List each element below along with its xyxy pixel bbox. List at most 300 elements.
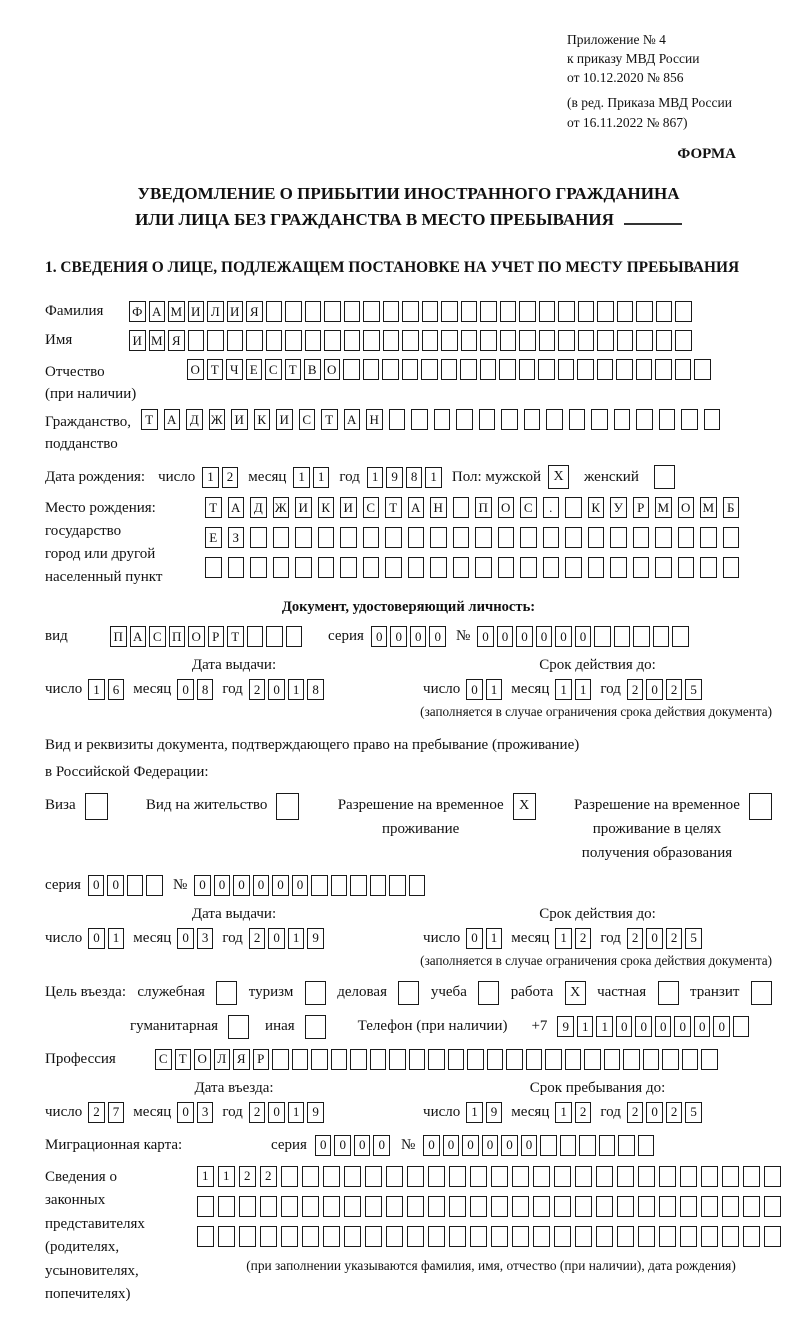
char-cell [266,330,283,351]
residence-expiry-year [627,928,705,949]
char-cell [575,1226,592,1247]
char-cell: 5 [685,1102,702,1123]
residence-permit-option: Вид на жительство [146,793,299,820]
char-cell [546,409,563,430]
char-cell [678,527,695,548]
char-cell [655,527,672,548]
entry-year-cells [249,1102,327,1123]
char-cell [610,527,627,548]
char-cell: 0 [477,626,494,647]
char-cell [331,875,348,896]
char-cell: С [155,1049,172,1070]
identity-expiry-year [627,679,705,700]
char-cell [295,527,312,548]
char-cell: И [231,409,248,430]
char-cell [250,557,267,578]
char-cell [408,557,425,578]
char-cell [655,557,672,578]
sex-male-label: Пол: мужской [451,468,542,485]
char-cell [733,1016,750,1037]
char-cell: 1 [288,928,305,949]
char-cell [491,1226,508,1247]
char-cell: 2 [222,467,239,488]
order-reference-block [567,30,772,132]
char-cell [344,1166,361,1187]
purpose-private-label: частная [597,984,647,1001]
char-cell [188,330,205,351]
migration-number-cells [423,1135,657,1156]
birth-place-rows [205,497,772,589]
entry-month-cells [177,1102,216,1123]
identity-dates-row [45,657,772,700]
char-cell: 0 [88,875,105,896]
char-cell [500,301,517,322]
char-cell [246,330,263,351]
char-cell [318,527,335,548]
char-cell [617,1196,634,1217]
char-cell [539,330,556,351]
char-cell [146,875,163,896]
char-cell: А [408,497,425,518]
char-cell: И [340,497,357,518]
ref-line: (в ред. Приказа МВД России [567,95,732,111]
residence-expiry-note: (заполняется в случае ограничения срока действия документа) [420,952,772,968]
birth-place-cells-2 [205,527,745,548]
char-cell [617,330,634,351]
char-cell [311,1049,328,1070]
char-cell [323,1196,340,1217]
char-cell [539,301,556,322]
char-cell [409,1049,426,1070]
char-cell: 0 [694,1016,711,1037]
char-cell [498,527,515,548]
month-label: месяц [133,1103,172,1120]
given-name-label: Имя [45,332,73,349]
day-label: число [45,1103,83,1120]
residence-issue-group [45,906,423,949]
char-cell [385,557,402,578]
legal-reps-block [45,1166,772,1307]
migration-card-label: Миграционная карта: [45,1136,183,1153]
char-cell [565,557,582,578]
char-cell [363,557,380,578]
char-cell [579,1135,596,1156]
char-cell [743,1226,760,1247]
char-cell [659,1196,676,1217]
char-cell [662,1049,679,1070]
char-cell: Л [214,1049,231,1070]
char-cell [365,1226,382,1247]
education-residence-checkbox [749,793,772,820]
char-cell [614,409,631,430]
purpose-study-label: учеба [430,984,467,1001]
char-cell [266,301,283,322]
char-cell: О [498,497,515,518]
char-cell: Я [168,330,185,351]
citizenship-cells [141,409,726,430]
char-cell [318,557,335,578]
month-label: месяц [248,468,287,485]
char-cell: 2 [260,1166,277,1187]
identity-issue-year [249,679,327,700]
char-cell [638,1226,655,1247]
char-cell [500,330,517,351]
char-cell: 1 [577,1016,594,1037]
stay-until-group [423,1080,772,1123]
char-cell [281,1166,298,1187]
char-cell [421,359,438,380]
entry-day-cells [88,1102,127,1123]
char-cell [512,1166,529,1187]
char-cell: О [324,359,341,380]
char-cell [569,409,586,430]
char-cell [285,330,302,351]
char-cell: С [363,497,380,518]
char-cell: 5 [685,679,702,700]
char-cell: 0 [536,626,553,647]
day-label: число [423,929,461,946]
char-cell [370,875,387,896]
char-cell [389,1049,406,1070]
legal-reps-labels: Сведения о законных представителях (родителях, усыновителях, попечителях) [45,1168,145,1303]
char-cell: 0 [268,1102,285,1123]
identity-issue-day [88,679,127,700]
char-cell: 0 [390,626,407,647]
month-label: месяц [133,681,172,698]
residence-expiry-day [466,928,505,949]
char-cell [700,527,717,548]
char-cell: 9 [386,467,403,488]
char-cell: 7 [108,1102,125,1123]
char-cell [616,359,633,380]
month-label: месяц [133,929,172,946]
char-cell [402,330,419,351]
char-cell: И [276,409,293,430]
char-cell [448,1049,465,1070]
legal-reps-cells-3 [197,1226,785,1247]
char-cell [519,330,536,351]
char-cell [596,1226,613,1247]
char-cell: 0 [575,626,592,647]
month-label: месяц [511,681,550,698]
char-cell: 1 [367,467,384,488]
char-cell [682,1049,699,1070]
char-cell: 0 [373,1135,390,1156]
char-cell: 1 [555,679,572,700]
char-cell: 6 [108,679,125,700]
identity-kind-cells [110,626,305,647]
char-cell: Б [723,497,740,518]
char-cell [565,1049,582,1070]
char-cell: 1 [425,467,442,488]
patronymic-label: Отчество (при наличии) [45,364,137,403]
identity-doc-heading: Документ, удостоверяющий личность: [281,599,536,616]
char-cell: 8 [197,679,214,700]
char-cell: 2 [666,679,683,700]
char-cell: 1 [288,679,305,700]
residence-series-row [45,875,772,896]
char-cell: 0 [462,1135,479,1156]
char-cell: С [265,359,282,380]
char-cell [197,1226,214,1247]
char-cell [610,557,627,578]
identity-kind-label: вид [45,628,68,645]
char-cell [389,875,406,896]
char-cell: 0 [107,875,124,896]
char-cell: Т [227,626,244,647]
char-cell [638,1135,655,1156]
char-cell: 0 [516,626,533,647]
ref-line: к приказу МВД России [567,51,700,67]
patronymic-cells [187,359,714,380]
birth-date-label: Дата рождения: [45,468,146,485]
birth-month-cells [293,467,332,488]
char-cell [681,409,698,430]
char-cell: 0 [272,875,289,896]
legal-reps-cells-1 [197,1166,785,1187]
char-cell: 0 [371,626,388,647]
char-cell: З [228,527,245,548]
purpose-row2 [130,1015,772,1039]
char-cell [286,626,303,647]
ref-line: от 16.11.2022 № 867) [567,114,688,130]
char-cell: П [475,497,492,518]
legal-reps-cells-2 [197,1196,785,1217]
sex-male-checkbox: X [548,465,569,489]
char-cell: В [304,359,321,380]
char-cell: С [299,409,316,430]
char-cell [636,330,653,351]
char-cell [558,359,575,380]
entry-date-group [45,1080,423,1123]
char-cell: К [588,497,605,518]
char-cell: М [655,497,672,518]
char-cell [633,527,650,548]
char-cell: 2 [627,928,644,949]
day-label: число [423,681,461,698]
legal-reps-rows [197,1166,785,1307]
char-cell [324,330,341,351]
char-cell [533,1226,550,1247]
temporary-residence-option: Разрешение на временное проживание X [338,793,536,841]
char-cell: 0 [497,626,514,647]
char-cell [365,1196,382,1217]
day-label: число [423,1103,461,1120]
char-cell [584,1049,601,1070]
char-cell: 2 [239,1166,256,1187]
identity-expiry-day [466,679,505,700]
char-cell [506,1049,523,1070]
char-cell: 8 [406,467,423,488]
char-cell: 0 [646,1102,663,1123]
issue-date-heading: Дата выдачи: [191,905,277,922]
char-cell: А [164,409,181,430]
char-cell [596,1166,613,1187]
char-cell [743,1196,760,1217]
char-cell [656,301,673,322]
year-label: год [222,1103,243,1120]
char-cell: 0 [466,928,483,949]
char-cell: 2 [249,928,266,949]
char-cell [260,1226,277,1247]
char-cell [653,626,670,647]
char-cell [350,1049,367,1070]
char-cell: А [344,409,361,430]
char-cell [430,557,447,578]
char-cell [655,359,672,380]
char-cell [311,875,328,896]
surname-row [45,301,772,322]
purpose-business-label: деловая [337,984,387,1001]
char-cell: 1 [293,467,310,488]
char-cell [323,1166,340,1187]
char-cell [520,527,537,548]
char-cell: 9 [557,1016,574,1037]
char-cell [467,1049,484,1070]
char-cell [453,527,470,548]
char-cell [227,330,244,351]
char-cell: А [228,497,245,518]
char-cell [350,875,367,896]
char-cell [743,1166,760,1187]
char-cell [577,359,594,380]
purpose-official-label: служебная [137,984,205,1001]
char-cell [386,1166,403,1187]
char-cell [260,1196,277,1217]
char-cell: 0 [443,1135,460,1156]
purpose-label: Цель въезда: [45,984,126,1001]
char-cell: 0 [410,626,427,647]
char-cell [680,1196,697,1217]
char-cell [365,1166,382,1187]
char-cell [343,359,360,380]
char-cell: 0 [646,679,663,700]
expiry-date-heading: Срок действия до: [539,905,656,922]
day-label: число [158,468,196,485]
year-label: год [600,1103,621,1120]
char-cell: Л [207,301,224,322]
char-cell [656,330,673,351]
char-cell [449,1226,466,1247]
char-cell [491,1166,508,1187]
form-title-line2: ИЛИ ЛИЦА БЕЗ ГРАЖДАНСТВА В МЕСТО ПРЕБЫВАНИЯ [45,207,772,233]
char-cell [449,1166,466,1187]
char-cell [636,359,653,380]
birth-place-labels: Место рождения: государство город или другой населенный пункт [45,500,163,586]
char-cell: 0 [177,1102,194,1123]
birth-year-cells [367,467,445,488]
education-residence-option: Разрешение на временное проживание в целях получения образования [574,793,772,865]
patronymic-row [45,359,772,405]
char-cell [680,1226,697,1247]
char-cell: 1 [596,1016,613,1037]
char-cell [604,1049,621,1070]
profession-cells [155,1049,721,1070]
char-cell [453,557,470,578]
ref-line: Приложение № 4 [567,32,666,47]
char-cell [519,359,536,380]
identity-issue-month [177,679,216,700]
char-cell: К [254,409,271,430]
char-cell: 0 [655,1016,672,1037]
char-cell [453,497,470,518]
char-cell: У [610,497,627,518]
migration-series-label: серия [271,1136,307,1153]
char-cell: 1 [218,1166,235,1187]
issue-date-heading: Дата выдачи: [191,657,277,674]
char-cell: 1 [288,1102,305,1123]
char-cell: 1 [108,928,125,949]
char-cell [722,1166,739,1187]
char-cell [441,330,458,351]
char-cell [402,301,419,322]
purpose-tourism-checkbox [305,981,326,1005]
char-cell [407,1166,424,1187]
char-cell [302,1226,319,1247]
patronymic-note: (при наличии) [45,386,137,403]
char-cell [480,301,497,322]
char-cell [480,330,497,351]
year-label: год [600,681,621,698]
given-name-cells [129,330,695,351]
char-cell: 0 [616,1016,633,1037]
char-cell [430,527,447,548]
char-cell [633,557,650,578]
sex-female-label: женский [584,468,639,485]
char-cell: 1 [575,679,592,700]
identity-number-label: № [455,628,471,645]
sex-female-checkbox [654,465,675,489]
char-cell: 2 [666,1102,683,1123]
char-cell [479,409,496,430]
char-cell: 0 [501,1135,518,1156]
char-cell [323,1226,340,1247]
char-cell: 2 [575,928,592,949]
residence-issue-day [88,928,127,949]
char-cell [588,527,605,548]
char-cell [597,330,614,351]
identity-kind-row [45,626,772,647]
char-cell [599,1135,616,1156]
char-cell: 1 [313,467,330,488]
identity-expiry-month [555,679,594,700]
char-cell: 1 [88,679,105,700]
char-cell [470,1166,487,1187]
char-cell: 1 [486,928,503,949]
char-cell: П [110,626,127,647]
char-cell [475,557,492,578]
char-cell [519,301,536,322]
char-cell: 2 [249,679,266,700]
char-cell: И [227,301,244,322]
month-label: месяц [511,929,550,946]
char-cell [498,557,515,578]
char-cell [560,1135,577,1156]
char-cell [588,557,605,578]
char-cell [295,557,312,578]
char-cell: Т [205,497,222,518]
citizenship-label: Гражданство, подданство [45,414,132,453]
purpose-humanitarian-label: гуманитарная [130,1018,219,1035]
char-cell [422,301,439,322]
char-cell: 8 [307,679,324,700]
char-cell [441,359,458,380]
char-cell [411,409,428,430]
day-label: число [45,929,83,946]
char-cell [272,1049,289,1070]
purpose-private-checkbox [658,981,679,1005]
char-cell: А [130,626,147,647]
